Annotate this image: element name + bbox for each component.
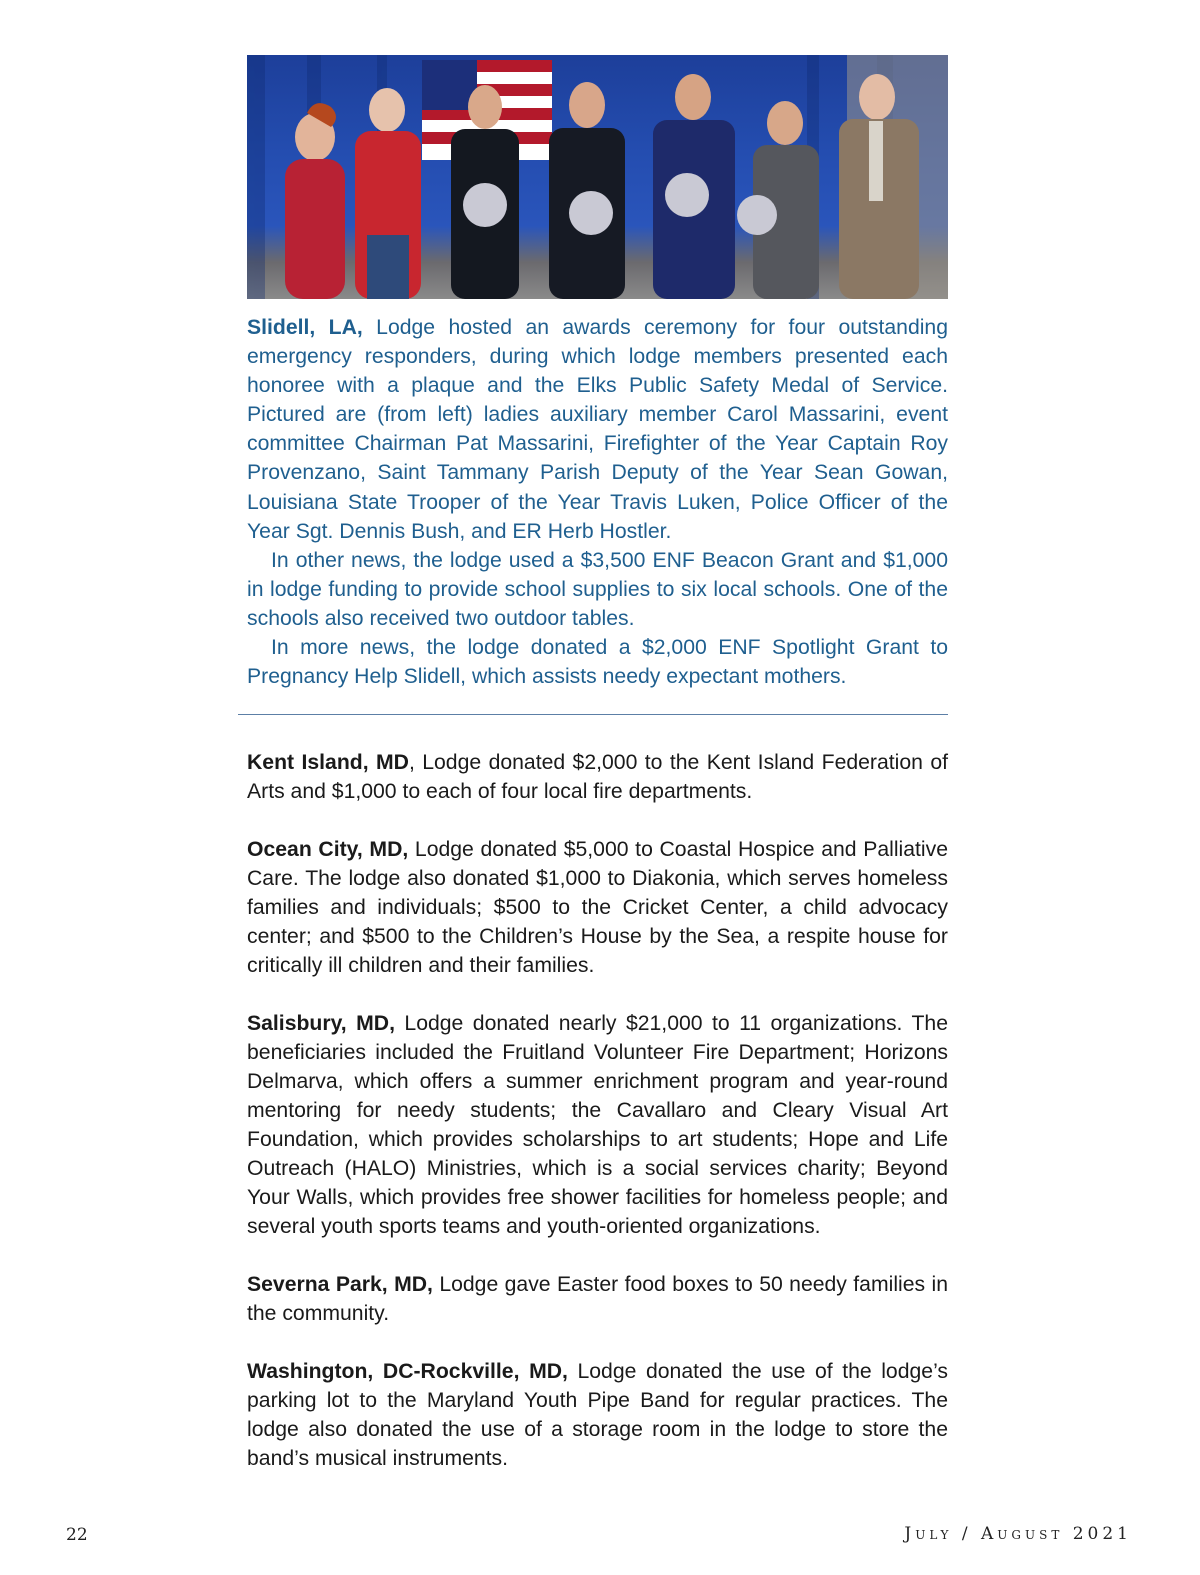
section-divider <box>238 714 948 715</box>
page-number: 22 <box>66 1525 88 1545</box>
news-item-body: Lodge gave Easter food boxes to 50 needy families in the community. <box>247 1273 948 1325</box>
caption-lead: Slidell, LA, <box>247 316 363 339</box>
news-item <box>247 1009 948 1241</box>
caption-paragraph-2: In other news, the lodge used a $3,500 ENF Beacon Grant and $1,000 in lodge funding to provide school supplies to six local schools. One of the schools also received two outdoor tables. <box>247 548 948 630</box>
news-item-body: Lodge donated the use of the lodge’s parking lot to the Maryland Youth Pipe Band for regular practices. The lodge also donated the use of a storage room in the lodge to store the band’s musical instruments. <box>247 1360 948 1470</box>
lodge-news-list <box>247 748 948 1502</box>
news-item-lead: Kent Island, MD <box>247 751 409 774</box>
news-item <box>247 1357 948 1473</box>
issue-date: July / August 2021 <box>904 1524 1132 1544</box>
caption-body: Lodge hosted an awards ceremony for four outstanding emergency responders, during which lodge members presented each honoree with a plaque and the Elks Public Safety Medal of Service. Pictured are (from left) ladies auxiliary member Carol Massarini, event committee Chairman Pat Massarini, Firefighter of the Year Captain Roy Provenzano, Saint Tammany Parish Deputy of the Year Sean Gowan, Louisiana State Trooper of the Year Travis Luken, Police Officer of the Year Sgt. Dennis Bush, and ER Herb Hostler. <box>247 316 948 543</box>
news-item-body: Lodge donated $5,000 to Coastal Hospice and Palliative Care. The lodge also donated $1,000 to Diakonia, which serves homeless families and individuals; $500 to the Cricket Center, a child advocacy center; and $500 to the Children’s House by the Sea, a respite house for critically ill children and their families. <box>247 838 948 977</box>
news-item <box>247 748 948 806</box>
news-item-body: , Lodge donated $2,000 to the Kent Island Federation of Arts and $1,000 to each of four local fire departments. <box>247 751 948 803</box>
caption-paragraph-3: In more news, the lodge donated a $2,000 ENF Spotlight Grant to Pregnancy Help Slidell, which assists needy expectant mothers. <box>247 636 948 689</box>
photo-illustration <box>247 55 948 299</box>
photo-caption <box>247 313 948 691</box>
news-item-lead: Ocean City, MD, <box>247 838 409 861</box>
news-item-lead: Washington, DC-Rockville, MD, <box>247 1360 568 1383</box>
news-item-body: Lodge donated nearly $21,000 to 11 organizations. The beneficiaries included the Fruitland Volunteer Fire Department; Horizons Delmarva, which offers a summer enrichment program and year-round mentoring for needy students; the Cavallaro and Cleary Visual Art Foundation, which provides scholarships to art students; Hope and Life Outreach (HALO) Ministries, which is a social services charity; Beyond Your Walls, which provides free shower facilities for homeless people; and several youth sports teams and youth-oriented organizations. <box>247 1012 948 1238</box>
news-item <box>247 835 948 980</box>
awards-ceremony-photo <box>247 55 948 299</box>
news-item <box>247 1270 948 1328</box>
news-item-lead: Severna Park, MD, <box>247 1273 433 1296</box>
people-group <box>285 74 919 299</box>
news-item-lead: Salisbury, MD, <box>247 1012 395 1035</box>
caption-paragraph <box>247 313 948 546</box>
